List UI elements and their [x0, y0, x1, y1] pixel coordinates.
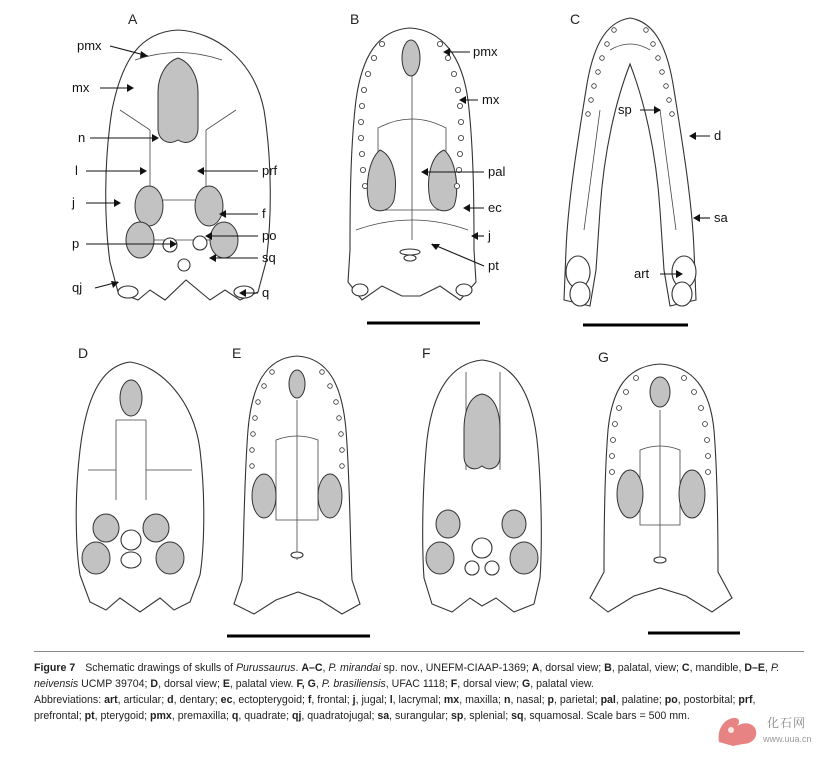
abbreviation-item: pmx, premaxilla;	[150, 710, 232, 722]
abbreviation-item: n, nasal;	[503, 694, 548, 706]
panel-a-orbit-right	[195, 186, 223, 226]
label-b-pt: pt	[488, 258, 499, 273]
panel-f-naris	[464, 394, 500, 469]
label-b-pal: pal	[488, 164, 506, 179]
abbreviation-item: pal, palatine;	[600, 694, 665, 706]
label-b-ec: ec	[488, 200, 502, 215]
panel-a-temporal-left	[126, 222, 154, 258]
panel-label-f: F	[422, 345, 431, 361]
panel-a	[71, 11, 278, 300]
label-a-n: n	[78, 130, 86, 145]
panel-d	[76, 345, 204, 612]
abbreviation-item: sq, squamosal.	[511, 710, 587, 722]
abbreviation-item: l, lacrymal;	[389, 694, 444, 706]
label-a-p: p	[72, 236, 80, 251]
label-a-po: po	[262, 228, 277, 243]
label-c-sp: sp	[618, 102, 632, 117]
label-c-d: d	[714, 128, 722, 143]
panel-a-naris	[158, 58, 198, 142]
label-a-prf: prf	[262, 163, 278, 178]
watermark-logo-icon	[713, 712, 761, 750]
abbreviation-item: po, postorbital;	[664, 694, 739, 706]
panel-g	[590, 349, 740, 633]
figure-number: Figure 7	[34, 662, 76, 674]
figure-caption: Figure 7 Schematic drawings of skulls of Purussaurus. A–C, P. mirandai sp. nov., UNEFM-CIAAP-1369; A, dorsal view; B, palatal, view; C, mandible, D–E, P. neivensis UCMP 39704; D, dorsal view; E, palatal view. F, G, P. brasiliensis, UFAC 1118; F, dorsal view; G, palatal view. Abbreviations: art, articular; d, dentary; ec, ectopterygoid; f, frontal; j, jugal; l, lacrymal; mx, maxilla; n, nasal; p, parietal; pal, palatine; po, postorbital; prf, prefrontal; pt, pterygoid; pmx, premaxilla; q, quadrate; qj, quadratojugal; sa, surangular; sp, splenial; sq, squamosal. Scale bars = 500 mm.	[34, 662, 780, 722]
panel-a-temporal-right	[210, 222, 238, 258]
panel-label-g: G	[598, 349, 609, 365]
label-a-mx: mx	[72, 80, 90, 95]
abbreviation-item: sa, surangular;	[377, 710, 452, 722]
panel-label-c: C	[570, 11, 581, 27]
abbreviation-item: ec, ectopterygoid;	[220, 694, 308, 706]
abbreviation-item: j, jugal;	[352, 694, 390, 706]
panel-f	[422, 345, 541, 612]
label-c-art: art	[634, 266, 650, 281]
abbreviation-item: prf, prefrontal;	[34, 694, 756, 722]
abbreviation-item: mx, maxilla;	[443, 694, 504, 706]
label-b-pmx: pmx	[473, 44, 498, 59]
abbreviation-item: q, quadrate;	[231, 710, 292, 722]
label-a-q: q	[262, 285, 270, 300]
label-a-j: j	[72, 195, 75, 210]
abbreviation-item: sp, splenial;	[451, 710, 512, 722]
label-b-j: j	[488, 228, 491, 243]
label-a-sq: sq	[262, 250, 276, 265]
panel-c	[564, 11, 729, 325]
abbreviation-item: p, parietal;	[547, 694, 601, 706]
panel-e	[227, 345, 370, 636]
label-c-sa: sa	[714, 210, 728, 225]
panel-d-naris	[120, 380, 142, 416]
watermark-text: 化石网	[767, 716, 807, 730]
abbreviation-item: pt, pterygoid;	[84, 710, 151, 722]
label-a-qj: qj	[72, 280, 83, 295]
abbreviation-item: d, dentary;	[167, 694, 221, 706]
panel-label-a: A	[128, 11, 138, 27]
panel-a-orbit-left	[135, 186, 163, 226]
abbreviations: Abbreviations: art, articular; d, dentary; ec, ectopterygoid; f, frontal; j, jugal; l, lacrymal; mx, maxilla; n, nasal; p, parietal; pal, palatine; po, postorbital; prf, prefrontal; pt, pterygoid; pmx, premaxilla; q, quadrate; qj, quadratojugal; sa, surangular; sp, splenial; sq, squamosal.	[34, 694, 756, 722]
caption-divider	[34, 651, 804, 652]
panel-label-b: B	[350, 11, 360, 27]
abbreviation-item: art, articular;	[104, 694, 168, 706]
label-a-l: l	[75, 163, 78, 178]
label-a-f: f	[262, 206, 266, 221]
panel-label-e: E	[232, 345, 242, 361]
watermark-url: www.uua.cn	[763, 734, 812, 744]
panel-b	[348, 11, 505, 323]
watermark	[713, 712, 825, 752]
panel-label-d: D	[78, 345, 89, 361]
scale-note: Scale bars = 500 mm.	[586, 710, 690, 722]
panel-b-incisive-foramen	[402, 40, 420, 76]
label-a-pmx: pmx	[77, 38, 102, 53]
label-b-mx: mx	[482, 92, 500, 107]
abbreviation-item: f, frontal;	[307, 694, 353, 706]
abbreviation-item: qj, quadratojugal;	[291, 710, 378, 722]
